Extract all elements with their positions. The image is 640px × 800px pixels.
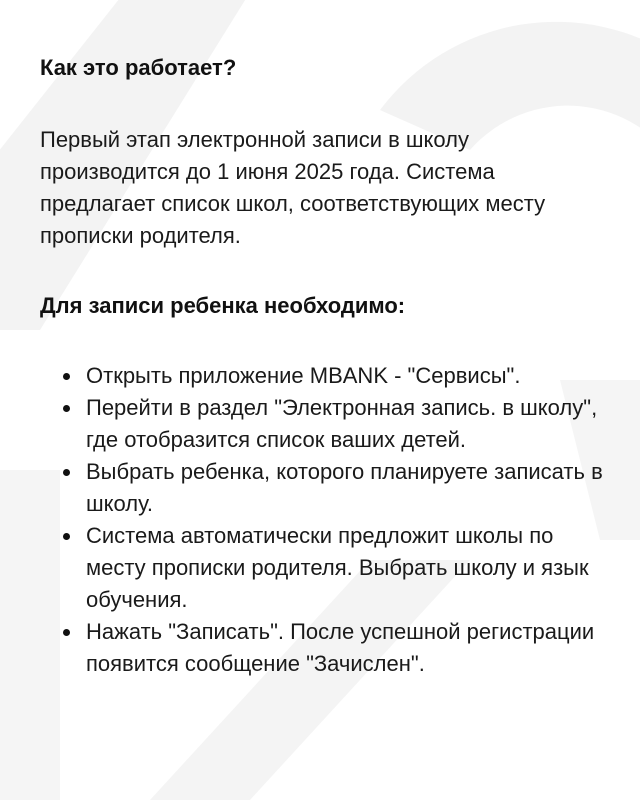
step-text: Выбрать ребенка, которого планируете записать в школу. (86, 459, 603, 516)
section-title: Как это работает? (40, 55, 237, 80)
step-text: Система автоматически предложит школы по месту прописки родителя. Выбрать школу и язык обучения. (86, 523, 589, 612)
list-item (40, 520, 610, 616)
list-item (40, 392, 610, 456)
list-item (40, 456, 610, 520)
step-text: Нажать "Записать". После успешной регистрации появится сообщение "Зачислен". (86, 619, 595, 676)
bullet-icon (63, 629, 70, 636)
list-item (40, 360, 610, 392)
info-content (40, 52, 610, 680)
step-text: Перейти в раздел "Электронная запись. в школу", где отобразится список ваших детей. (86, 395, 598, 452)
step-text: Открыть приложение MBANK - "Сервисы". (86, 363, 521, 388)
bullet-icon (63, 373, 70, 380)
list-item (40, 616, 610, 680)
bullet-icon (63, 533, 70, 540)
bullet-icon (63, 405, 70, 412)
steps-list (40, 360, 610, 680)
bullet-icon (63, 469, 70, 476)
section-description: Первый этап электронной записи в школу производится до 1 июня 2025 года. Система предлагает список школ, соответствующих месту прописки родителя. (40, 127, 546, 248)
steps-title: Для записи ребенка необходимо: (40, 293, 406, 318)
